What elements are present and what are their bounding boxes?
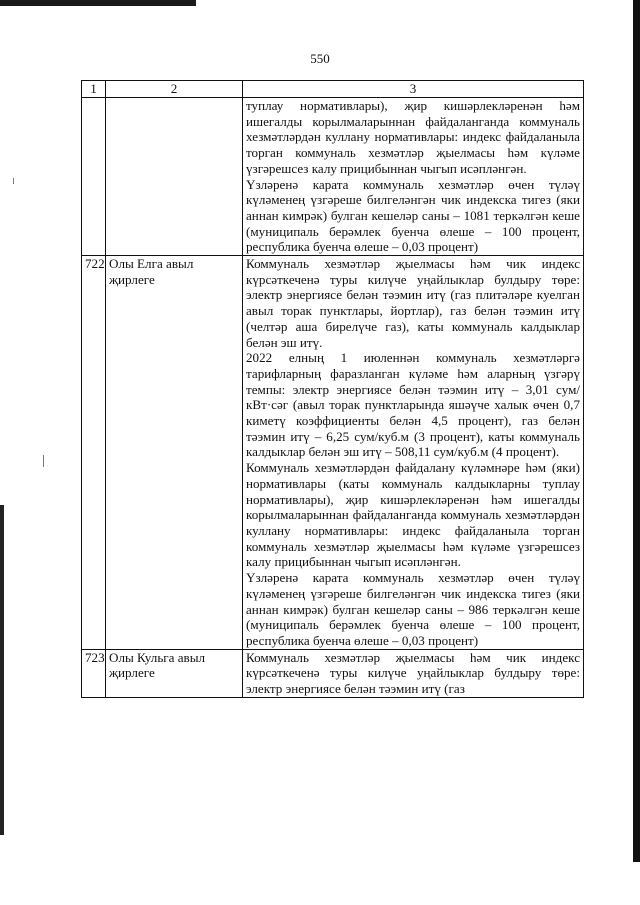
settlement-name: Олы Елга авыл җирлеге — [106, 256, 243, 650]
scan-speck — [43, 455, 44, 467]
description-paragraph: Коммуналь хезмәтләр җыелмасы һәм чик индекс күрсәткеченә туры килүче уңайлыклар булдыру төре: электр энергиясе белән тәэмин итү (газ — [246, 649, 580, 697]
description-paragraph: Үзләренә карата коммуналь хезмәтләр өчен түләү күләменең үзгәреше билгеләнгән чик индекска тигез (яки аннан кимрәк) булган кешеләр саны – 1081 теркәлгән кеше (муниципаль берәмлек буенча өлеше – 100 процент, республика буенча өлеше – 0,03 процент) — [246, 176, 580, 255]
row-number — [82, 98, 106, 256]
description-paragraph: Коммуналь хезмәтләр җыелмасы һәм чик индекс күрсәткеченә туры килүче уңайлыклар булдыру төре: электр энергиясе белән тәэмин итү (газ плитәләре куелган авыл торак пунктлары, йортлар), газ белән тәэмин итү (челтәр аша бирелүче газ), каты коммуналь калдыклар белән эш итү. — [246, 256, 580, 350]
table-row — [82, 649, 584, 697]
description-paragraph: туплау нормативлары), җир кишәрлекләренән һәм ишегалды корылмаларыннан файдаланганда коммуналь хезмәтләрдән куллану нормативлары: индекс файдаланыла торган коммуналь хезмәтләр җыелмасы һәм күләме үзгәрешсез калу прицибыннан чыгып исәпләнгән. — [246, 98, 580, 176]
row-number: 723 — [82, 649, 106, 697]
table-row — [82, 98, 584, 256]
row-description — [243, 649, 584, 697]
column-header-2: 2 — [106, 81, 243, 98]
scan-edge-top — [0, 0, 196, 6]
scan-speck — [13, 178, 14, 184]
description-paragraph: Коммуналь хезмәтләрдән файдалану күләмнәре һәм (яки) нормативлары (каты коммуналь калдыкларны туплау нормативлары), җир кишәрлекләренән һәм ишегалды корылмаларыннан файдаланганда коммуналь хезмәтләрдән куллану нормативлары: индекс файдаланыла торган коммуналь хезмәтләр җыелмасы һәм күләме үзгәрешсез калу прицибыннан чыгып исәпләнгән. — [246, 460, 580, 570]
row-number: 722 — [82, 256, 106, 650]
description-paragraph: 2022 елның 1 июленнән коммуналь хезмәтләргә тарифларның фаразланган күләме һәм аларның үзгәрү темпы: электр энергиясе белән тәэмин итү – 3,01 сум/кВт·сәг (авыл торак пунктларында яшәүче халык өчен 0,7 киметү коэффициенты белән 4,5 процент), газ белән тәэмин итү – 6,25 сум/куб.м (3 процент), каты коммуналь калдыклар белән эш итү – 508,11 сум/куб.м (4 процент). — [246, 350, 580, 460]
description-paragraph: Үзләренә карата коммуналь хезмәтләр өчен түләү күләменең үзгәреше билгеләнгән чик индекска тигез (яки аннан кимрәк) булган кешеләр саны – 986 теркәлгән кеше (муниципаль берәмлек буенча өлеше – 100 процент, республика буенча өлеше – 0,03 процент) — [246, 570, 580, 648]
table-header-row — [82, 81, 584, 98]
column-header-1: 1 — [82, 81, 106, 98]
row-description — [243, 256, 584, 650]
settlement-name — [106, 98, 243, 256]
table-row — [82, 256, 584, 650]
row-description — [243, 98, 584, 256]
scan-edge-left — [0, 505, 4, 835]
page-number: 550 — [310, 51, 330, 66]
document-table — [81, 80, 584, 698]
scan-edge-right — [633, 0, 640, 862]
settlement-name: Олы Кульга авыл җирлеге — [106, 649, 243, 697]
column-header-3: 3 — [243, 81, 584, 98]
